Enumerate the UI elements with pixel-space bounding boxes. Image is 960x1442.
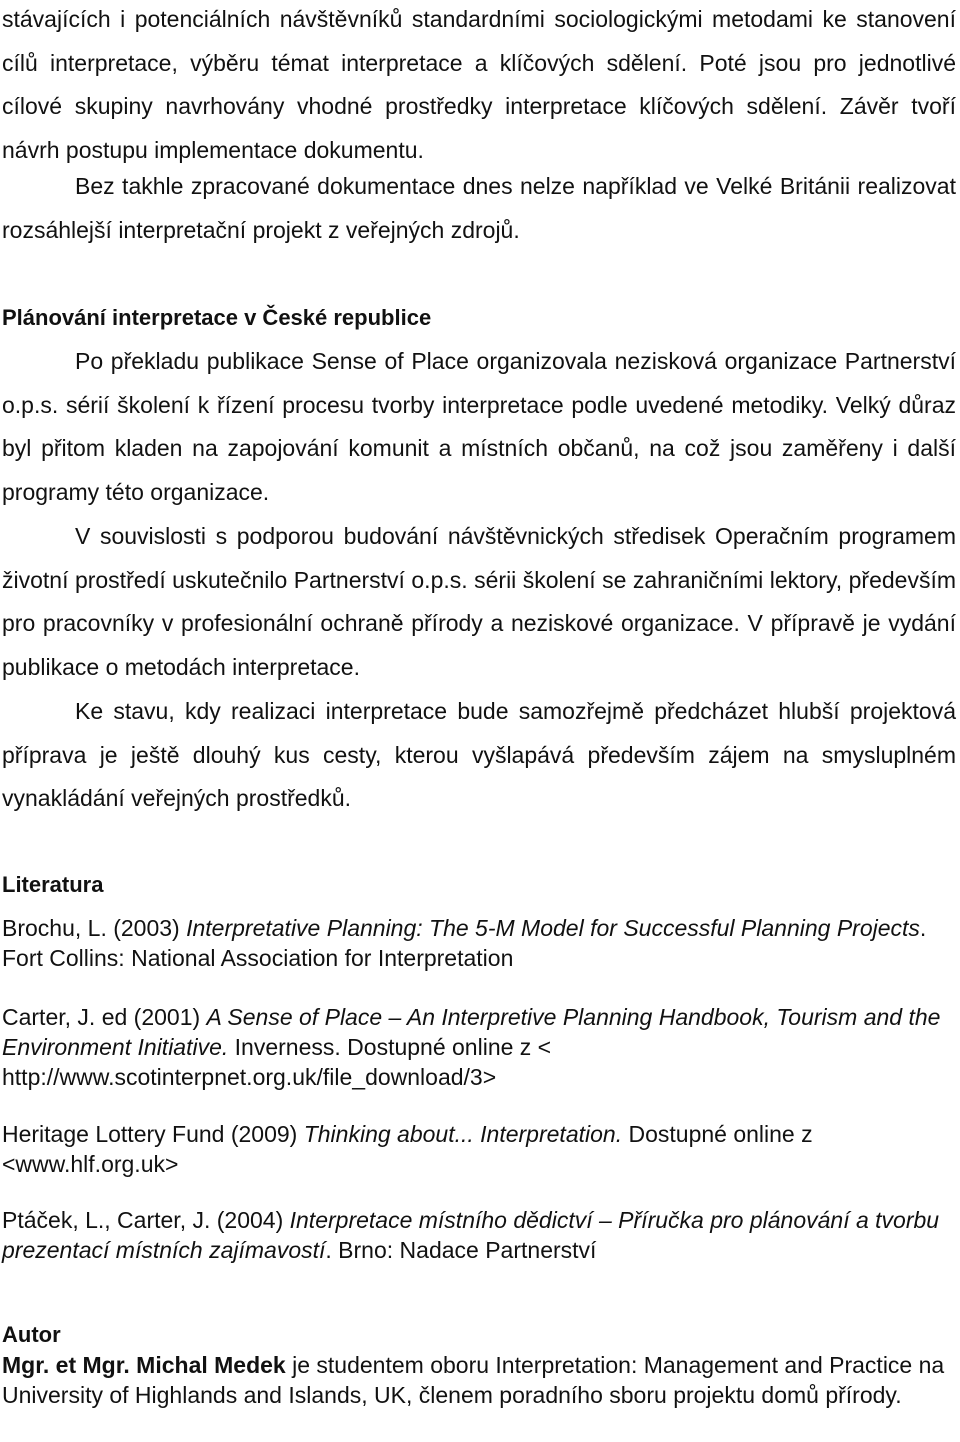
author-description: je studentem oboru Interpretation: Management and Practice na University of Highlands and Islands, UK, členem poradního sboru projektu domů přírody. bbox=[2, 1352, 945, 1408]
paragraph-uk-requirement: Bez takhle zpracované dokumentace dnes nelze například ve Velké Británii realizovat rozsáhlejší interpretační projekt z veřejných zdrojů. bbox=[2, 173, 956, 243]
section-heading-planning-cz: Plánování interpretace v České republice bbox=[2, 305, 432, 330]
reference-brochu bbox=[2, 913, 956, 973]
reference-carter-authors: Carter, J. ed (2001) bbox=[2, 1004, 207, 1030]
reference-brochu-authors: Brochu, L. (2003) bbox=[2, 915, 187, 941]
reference-heritage-authors: Heritage Lottery Fund (2009) bbox=[2, 1121, 304, 1147]
reference-carter-publisher: Inverness. Dostupné online z < http://www.scotinterpnet.org.uk/file_download/3> bbox=[2, 1034, 552, 1090]
reference-heritage-title: Thinking about... Interpretation. bbox=[303, 1121, 623, 1147]
reference-ptacek-title: Interpretace místního dědictví – Příručka pro plánování a tvorbu prezentací místních zajímavostí bbox=[2, 1207, 940, 1263]
reference-ptacek-authors: Ptáček, L., Carter, J. (2004) bbox=[2, 1207, 290, 1233]
author-bio bbox=[2, 1350, 956, 1410]
reference-heritage-lottery bbox=[2, 1119, 956, 1179]
reference-brochu-title: Interpretative Planning: The 5-M Model for Successful Planning Projects bbox=[186, 915, 920, 941]
reference-heritage-publisher: Dostupné online z <www.hlf.org.uk> bbox=[2, 1121, 813, 1177]
paragraph-intro-continued: stávajících i potenciálních návštěvníků standardními sociologickými metodami ke stanovení cílů interpretace, výběru témat interpretace a klíčových sdělení. Poté jsou pro jednotlivé cílové skupiny navrhovány vhodné prostředky interpretace klíčových sdělení. Závěr tvoří návrh postupu implementace dokumentu. bbox=[2, 6, 956, 163]
section-heading-author: Autor bbox=[2, 1322, 61, 1347]
reference-brochu-publisher: . Fort Collins: National Association for Interpretation bbox=[2, 915, 927, 971]
author-name: Mgr. et Mgr. Michal Medek bbox=[2, 1352, 286, 1378]
reference-ptacek-publisher: . Brno: Nadace Partnerství bbox=[325, 1237, 597, 1263]
section-heading-literature: Literatura bbox=[2, 872, 104, 897]
paragraph-sense-of-place: Po překladu publikace Sense of Place organizovala nezisková organizace Partnerství o.p.s. sérií školení k řízení procesu tvorby interpretace podle uvedené metodiky. Velký důraz byl přitom kladen na zapojování komunit a místních občanů, na což jsou zaměřeny i další programy této organizace. bbox=[2, 348, 956, 505]
paragraph-conclusion: Ke stavu, kdy realizaci interpretace bude samozřejmě předcházet hlubší projektová příprava je ještě dlouhý kus cesty, kterou vyšlapává především zájem na smysluplném vynakládání veřejných prostředků. bbox=[2, 698, 956, 811]
reference-ptacek bbox=[2, 1205, 956, 1265]
reference-carter-title: A Sense of Place – An Interpretive Planning Handbook, Tourism and the Environment Initiative. bbox=[2, 1004, 941, 1060]
paragraph-training-program: V souvislosti s podporou budování návštěvnických středisek Operačním programem životní prostředí uskutečnilo Partnerství o.p.s. sérii školení se zahraničními lektory, především pro pracovníky v profesionální ochraně přírody a neziskové organizace. V přípravě je vydání publikace o metodách interpretace. bbox=[2, 523, 956, 680]
reference-carter bbox=[2, 1002, 956, 1092]
